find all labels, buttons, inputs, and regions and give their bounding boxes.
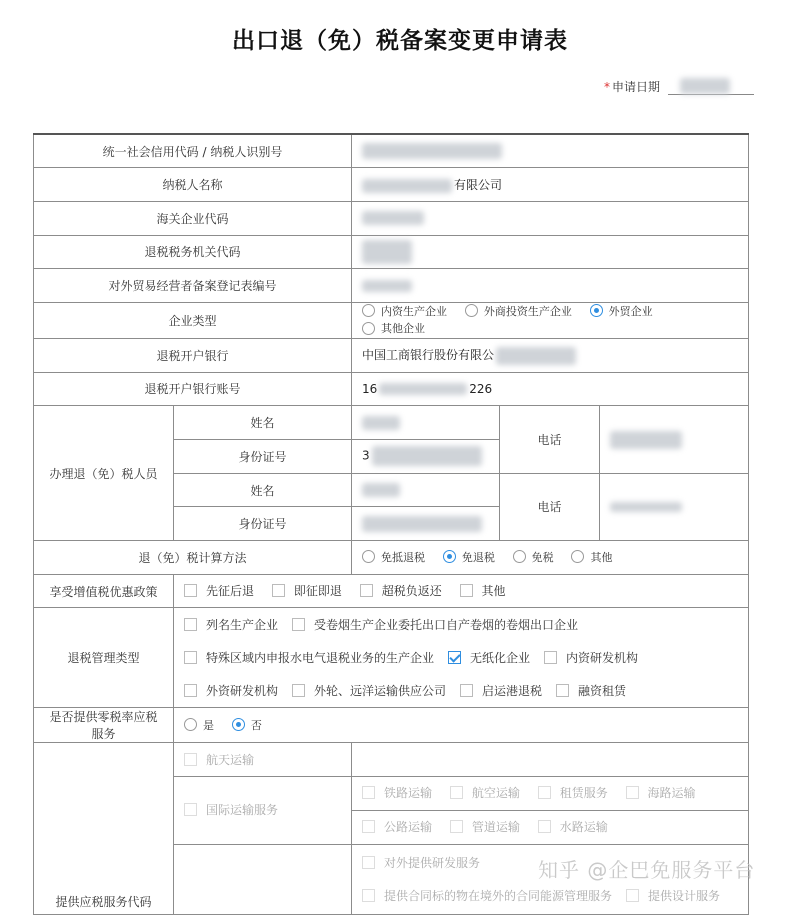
checkbox-icon xyxy=(450,786,463,799)
aerospace-cell xyxy=(174,743,352,777)
refund-mgmt-label: 退税管理类型 xyxy=(34,608,174,708)
enterprise-type-option[interactable]: 外商投资生产企业 xyxy=(465,303,572,319)
trade-reg-no-field[interactable] xyxy=(352,269,749,303)
radio-icon xyxy=(184,718,197,731)
credit-code-field[interactable] xyxy=(352,134,749,168)
handler2-phone-field[interactable] xyxy=(600,473,749,540)
checkbox-icon xyxy=(538,786,551,799)
refund-mgmt-option-checked[interactable]: 无纸化企业 xyxy=(448,649,530,666)
watermark: 知乎 @企巴免服务平台 xyxy=(538,858,756,882)
checkbox-icon xyxy=(362,786,375,799)
handler2-id-label: 身份证号 xyxy=(174,507,352,541)
radio-icon xyxy=(513,550,526,563)
checkbox-icon xyxy=(362,820,375,833)
refund-mgmt-option[interactable]: 内资研发机构 xyxy=(544,649,638,666)
transport-mode-option[interactable]: 管道运输 xyxy=(450,818,520,835)
handler1-name-field[interactable] xyxy=(352,406,500,440)
zero-rate-option[interactable]: 是 xyxy=(184,717,214,733)
enterprise-type-option[interactable]: 内资生产企业 xyxy=(362,303,447,319)
aerospace-detail xyxy=(352,743,749,777)
handler2-name-field[interactable] xyxy=(352,473,500,507)
enterprise-type-option-selected[interactable]: 外贸企业 xyxy=(590,303,653,319)
bank-field[interactable] xyxy=(352,338,749,372)
checkbox-icon xyxy=(626,889,639,902)
enterprise-type-option[interactable]: 其他企业 xyxy=(362,320,425,336)
bank-account-label: 退税开户银行账号 xyxy=(34,372,352,406)
radio-selected-icon xyxy=(590,304,603,317)
vat-policy-label: 享受增值税优惠政策 xyxy=(34,574,174,608)
radio-icon xyxy=(362,322,375,335)
refund-mgmt-option[interactable]: 外资研发机构 xyxy=(184,682,278,699)
bank-account-suffix: 226 xyxy=(469,381,493,396)
checkbox-icon xyxy=(460,684,473,697)
zero-rate-label: 是否提供零税率应税服务 xyxy=(34,708,174,743)
refund-mgmt-line-3 xyxy=(184,674,738,707)
taxpayer-name-field[interactable] xyxy=(352,168,749,202)
vat-policy-group xyxy=(174,574,749,608)
enterprise-type-label: 企业类型 xyxy=(34,302,352,338)
intl-transport-option[interactable]: 国际运输服务 xyxy=(184,801,278,818)
rd-service-option[interactable]: 对外提供研发服务 xyxy=(362,854,480,871)
checkbox-icon xyxy=(360,584,373,597)
radio-icon xyxy=(362,550,375,563)
checkbox-icon xyxy=(184,753,197,766)
transport-mode-option[interactable]: 公路运输 xyxy=(362,818,432,835)
refund-mgmt-group xyxy=(174,608,749,708)
refund-mgmt-option[interactable]: 外轮、远洋运输供应公司 xyxy=(292,682,446,699)
design-service-option[interactable]: 提供设计服务 xyxy=(626,887,720,904)
enterprise-type-group xyxy=(352,302,749,338)
intl-transport-row1 xyxy=(352,777,749,811)
intl-transport-cell xyxy=(174,777,352,844)
intl-transport-row2 xyxy=(352,810,749,844)
radio-icon xyxy=(465,304,478,317)
checkbox-icon xyxy=(460,584,473,597)
handler1-id-prefix: 3 xyxy=(362,448,370,463)
calc-method-group xyxy=(352,541,749,575)
transport-mode-option[interactable]: 水路运输 xyxy=(538,818,608,835)
taxpayer-name-suffix: 有限公司 xyxy=(454,178,503,193)
checkbox-icon xyxy=(272,584,285,597)
application-form-table xyxy=(33,133,749,915)
tax-office-code-label: 退税税务机关代码 xyxy=(34,235,352,269)
taxpayer-name-label: 纳税人名称 xyxy=(34,168,352,202)
checkbox-icon xyxy=(184,803,197,816)
trade-reg-no-label: 对外贸易经营者备案登记表编号 xyxy=(34,269,352,303)
redacted-value xyxy=(680,78,730,94)
handler2-id-field[interactable] xyxy=(352,507,500,541)
calc-method-option[interactable]: 免抵退税 xyxy=(362,549,425,565)
checkbox-icon xyxy=(626,786,639,799)
checkbox-icon xyxy=(184,584,197,597)
bank-account-field[interactable] xyxy=(352,372,749,406)
tax-office-code-field[interactable] xyxy=(352,235,749,269)
handler1-id-label: 身份证号 xyxy=(174,440,352,474)
zero-rate-option-selected[interactable]: 否 xyxy=(232,717,262,733)
handler1-phone-field[interactable] xyxy=(600,406,749,473)
vat-policy-option[interactable]: 超税负返还 xyxy=(360,582,442,599)
refund-mgmt-line-2 xyxy=(184,641,738,674)
checkbox-icon xyxy=(184,618,197,631)
other-service-cell xyxy=(174,844,352,914)
checkbox-checked-icon xyxy=(448,651,461,664)
form-title: 出口退（免）税备案变更申请表 xyxy=(232,28,568,54)
checkbox-icon xyxy=(292,618,305,631)
apply-date-field[interactable] xyxy=(668,80,754,95)
required-mark: * xyxy=(604,80,610,94)
checkbox-icon xyxy=(538,820,551,833)
calc-method-option[interactable]: 其他 xyxy=(571,549,612,565)
service-code-label: 提供应税服务代码 xyxy=(34,743,174,914)
checkbox-icon xyxy=(556,684,569,697)
bank-value: 中国工商银行股份有限公 xyxy=(362,348,495,363)
refund-mgmt-option[interactable]: 列名生产企业 xyxy=(184,616,278,633)
transport-mode-option[interactable]: 海路运输 xyxy=(626,784,696,801)
checkbox-icon xyxy=(362,856,375,869)
other-service-line-2 xyxy=(362,879,738,912)
checkbox-icon xyxy=(450,820,463,833)
refund-mgmt-line-1 xyxy=(184,608,738,641)
checkbox-icon xyxy=(362,889,375,902)
transport-mode-option[interactable]: 航空运输 xyxy=(450,784,520,801)
checkbox-icon xyxy=(544,651,557,664)
handler1-name-label: 姓名 xyxy=(174,406,352,440)
refund-mgmt-option[interactable]: 特殊区域内申报水电气退税业务的生产企业 xyxy=(184,649,434,666)
checkbox-icon xyxy=(184,651,197,664)
checkbox-icon xyxy=(184,684,197,697)
transport-mode-option[interactable]: 铁路运输 xyxy=(362,784,432,801)
apply-date-row xyxy=(604,78,754,95)
aerospace-option[interactable]: 航天运输 xyxy=(184,751,254,768)
calc-method-option[interactable]: 免税 xyxy=(513,549,554,565)
checkbox-icon xyxy=(292,684,305,697)
radio-icon xyxy=(571,550,584,563)
handler-label: 办理退（免）税人员 xyxy=(34,406,174,541)
customs-code-field[interactable] xyxy=(352,201,749,235)
contract-mgmt-option[interactable]: 提供合同标的物在境外的合同能源管理服务 xyxy=(362,887,612,904)
radio-selected-icon xyxy=(232,718,245,731)
customs-code-label: 海关企业代码 xyxy=(34,201,352,235)
handler1-id-field[interactable] xyxy=(352,440,500,474)
apply-date-label: 申请日期 xyxy=(612,80,661,94)
refund-mgmt-option[interactable]: 受卷烟生产企业委托出口自产卷烟的卷烟出口企业 xyxy=(292,616,578,633)
calc-method-option-selected[interactable]: 免退税 xyxy=(443,549,495,565)
handler2-phone-label: 电话 xyxy=(500,473,600,540)
bank-label: 退税开户银行 xyxy=(34,338,352,372)
zero-rate-group xyxy=(174,708,749,743)
calc-method-label: 退（免）税计算方法 xyxy=(34,541,352,575)
vat-policy-option[interactable]: 其他 xyxy=(460,582,506,599)
vat-policy-option[interactable]: 先征后退 xyxy=(184,582,254,599)
transport-mode-option[interactable]: 租赁服务 xyxy=(538,784,608,801)
radio-selected-icon xyxy=(443,550,456,563)
handler1-phone-label: 电话 xyxy=(500,406,600,473)
credit-code-label: 统一社会信用代码 / 纳税人识别号 xyxy=(34,134,352,168)
refund-mgmt-option[interactable]: 启运港退税 xyxy=(460,682,542,699)
vat-policy-option[interactable]: 即征即退 xyxy=(272,582,342,599)
refund-mgmt-option[interactable]: 融资租赁 xyxy=(556,682,626,699)
handler2-name-label: 姓名 xyxy=(174,473,352,507)
radio-icon xyxy=(362,304,375,317)
bank-account-prefix: 16 xyxy=(362,381,378,396)
